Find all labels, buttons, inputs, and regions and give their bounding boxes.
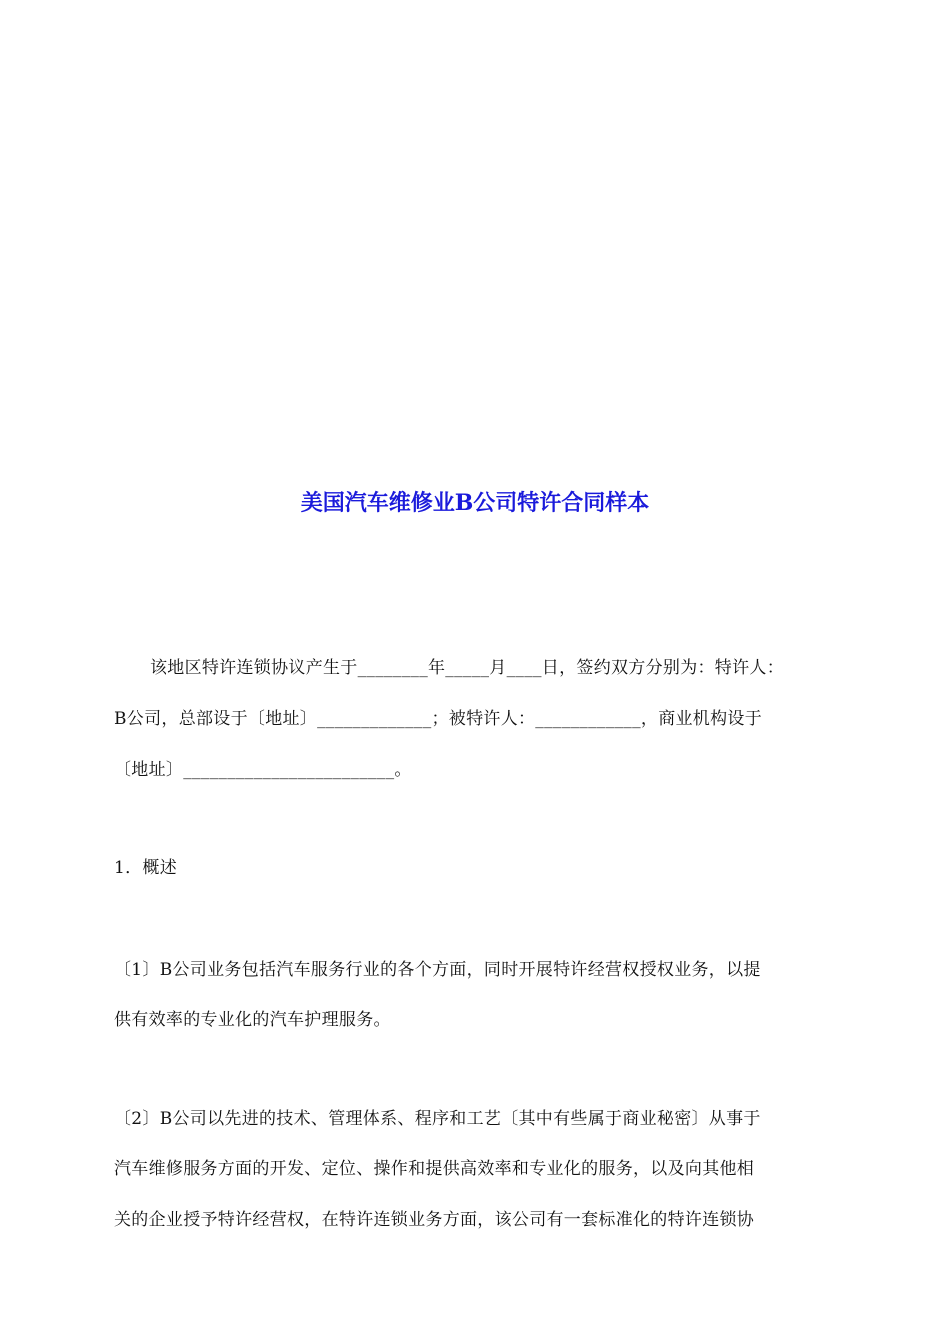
section-heading: 1．概述 xyxy=(114,858,178,878)
para2-line-2: 汽车维修服务方面的开发、定位、操作和提供高效率和专业化的服务，以及向其他相 xyxy=(114,1159,755,1179)
para1-line-1: 〔1〕B公司业务包括汽车服务行业的各个方面，同时开展特许经营权授权业务，以提 xyxy=(114,960,761,980)
intro-line-2: B公司，总部设于〔地址〕_____________；被特许人：____________，商业机构设于 xyxy=(114,709,762,729)
document-title: 美国汽车维修业B公司特许合同样本 xyxy=(300,490,650,516)
para2-line-3: 关的企业授予特许经营权，在特许连锁业务方面，该公司有一套标准化的特许连锁协 xyxy=(114,1210,755,1230)
intro-line-3: 〔地址〕________________________。 xyxy=(114,760,412,780)
intro-line-1: 该地区特许连锁协议产生于________年_____月____日，签约双方分别为：特许人： xyxy=(150,658,784,678)
para1-line-2: 供有效率的专业化的汽车护理服务。 xyxy=(114,1010,391,1030)
para2-line-1: 〔2〕B公司以先进的技术、管理体系、程序和工艺〔其中有些属于商业秘密〕从事于 xyxy=(114,1109,761,1129)
